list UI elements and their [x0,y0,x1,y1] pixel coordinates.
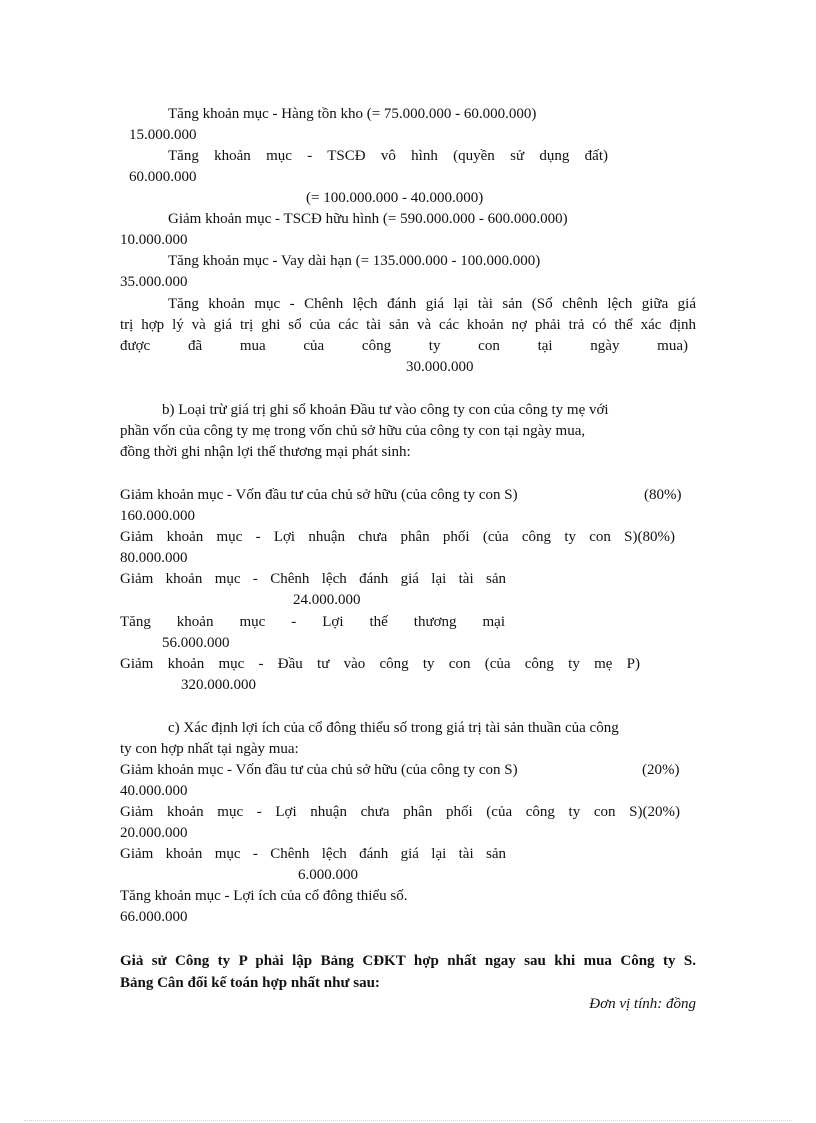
section-b-intro-3: đồng thời ghi nhận lợi thế thương mại phát sinh: [120,444,411,460]
b-amount-capital: 160.000.000 [120,508,195,524]
c-entry-capital: Giảm khoản mục - Vốn đầu tư của chủ sở hữu (của công ty con S) [120,762,518,778]
c-amount-revaluation: 6.000.000 [298,867,358,883]
b-entry-goodwill: Tăng khoản mục - Lợi thế thương mại [120,614,505,630]
line-intangible-increase: Tăng khoản mục - TSCĐ vô hình (quyền sử dụng đất) [168,148,608,164]
section-c-intro-2: ty con hợp nhất tại ngày mua: [120,741,299,757]
unit-label: Đơn vị tính: đồng [589,996,696,1012]
line-intangible-calc: (= 100.000.000 - 40.000.000) [306,190,484,206]
amount-loan: 35.000.000 [120,274,188,290]
closing-bold-line-2: Bảng Cân đối kế toán hợp nhất như sau: [120,975,380,991]
b-amount-investment: 320.000.000 [181,677,256,693]
amount-revaluation: 30.000.000 [406,359,474,375]
c-entry-minority: Tăng khoản mục - Lợi ích của cổ đông thiểu số. [120,888,408,904]
closing-bold-line-1: Giả sử Công ty P phải lập Bảng CĐKT hợp nhất ngay sau khi mua Công ty S. [120,953,696,969]
line-inventory-increase: Tăng khoản mục - Hàng tồn kho (= 75.000.000 - 60.000.000) [168,106,537,122]
section-b-intro-2: phần vốn của công ty mẹ trong vốn chủ sở hữu của công ty con tại ngày mua, [120,423,586,439]
b-amount-revaluation: 24.000.000 [293,592,361,608]
b-entry-capital-pct: (80%) [644,487,682,503]
b-amount-retained: 80.000.000 [120,550,188,566]
section-b-intro-1: b) Loại trừ giá trị ghi sổ khoản Đầu tư vào công ty con của công ty mẹ với [162,402,609,418]
amount-intangible: 60.000.000 [129,169,197,185]
page-bottom-divider [24,1120,792,1121]
c-entry-revaluation: Giảm khoản mục - Chênh lệch đánh giá lại tài sản [120,846,506,862]
line-longterm-loan: Tăng khoản mục - Vay dài hạn (= 135.000.000 - 100.000.000) [168,253,541,269]
amount-tangible: 10.000.000 [120,232,188,248]
b-entry-retained: Giảm khoản mục - Lợi nhuận chưa phân phối (của công ty con S)(80%) [120,529,675,545]
c-amount-capital: 40.000.000 [120,783,188,799]
c-amount-retained: 20.000.000 [120,825,188,841]
b-entry-revaluation: Giảm khoản mục - Chênh lệch đánh giá lại tài sản [120,571,506,587]
b-entry-capital: Giảm khoản mục - Vốn đầu tư của chủ sở hữu (của công ty con S) [120,487,518,503]
c-entry-retained: Giảm khoản mục - Lợi nhuận chưa phân phối (của công ty con S)(20%) [120,804,680,820]
section-c-intro-1: c) Xác định lợi ích của cổ đông thiểu số trong giá trị tài sản thuần của công [168,720,619,736]
c-entry-capital-pct: (20%) [642,762,680,778]
amount-inventory: 15.000.000 [129,127,197,143]
line-revaluation-3: được đã mua của công ty con tại ngày mua) [120,338,688,354]
b-amount-goodwill: 56.000.000 [162,635,230,651]
b-entry-investment: Giảm khoản mục - Đầu tư vào công ty con (của công ty mẹ P) [120,656,640,672]
line-tangible-decrease: Giảm khoản mục - TSCĐ hữu hình (= 590.000.000 - 600.000.000) [168,211,568,227]
line-revaluation-1: Tăng khoản mục - Chênh lệch đánh giá lại tài sản (Số chênh lệch giữa giá [168,296,696,312]
c-amount-minority: 66.000.000 [120,909,188,925]
line-revaluation-2: trị hợp lý và giá trị ghi sổ của các tài sản và các khoản nợ phải trả có thể xác định [120,317,696,333]
